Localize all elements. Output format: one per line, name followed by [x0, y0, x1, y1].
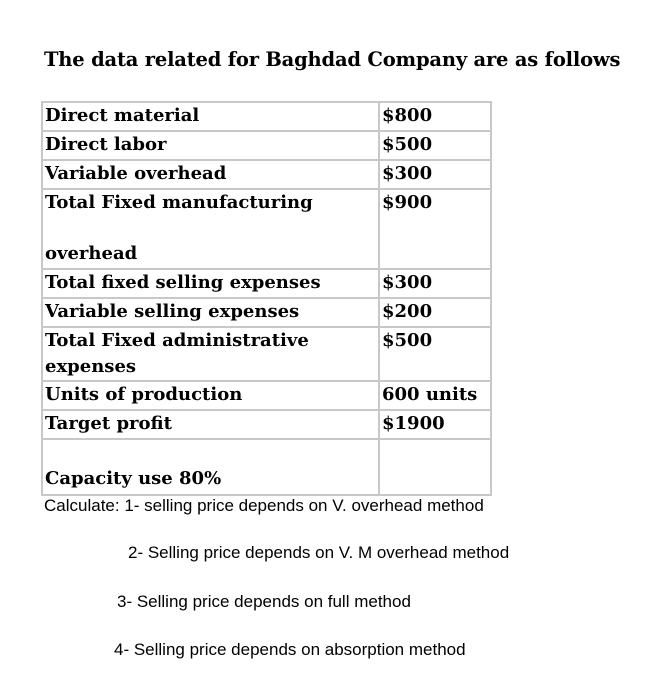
row-label-line1: Total Fixed manufacturing: [45, 192, 313, 213]
row-label: [43, 328, 380, 380]
row-label-text: Variable overhead: [45, 163, 227, 184]
table-row: [43, 440, 490, 494]
row-label-line1: Total Fixed administrative: [45, 330, 309, 351]
table-row: [43, 161, 490, 190]
row-label: [43, 382, 380, 409]
row-value: [380, 132, 490, 159]
row-label: [43, 103, 380, 130]
row-value-text: $200: [382, 301, 433, 322]
row-value-text: $800: [382, 105, 433, 126]
table-row: [43, 132, 490, 161]
row-value: [380, 440, 490, 494]
row-value: [380, 382, 490, 409]
cost-data-table: [41, 101, 492, 496]
row-value: [380, 161, 490, 188]
row-value: [380, 190, 490, 268]
row-label: [43, 132, 380, 159]
row-label: [43, 270, 380, 297]
row-value: [380, 103, 490, 130]
table-row: [43, 328, 490, 382]
row-label-text: Capacity use 80%: [45, 468, 222, 489]
instruction-line-4: 4- Selling price depends on absorption method: [114, 640, 466, 659]
document-heading: The data related for Baghdad Company are as follows: [44, 48, 621, 71]
instruction-line-3: 3- Selling price depends on full method: [117, 592, 411, 611]
row-label-text: Variable selling expenses: [45, 301, 300, 322]
row-value-text: $1900: [382, 413, 445, 434]
row-value: [380, 328, 490, 380]
row-label: [43, 190, 380, 268]
row-value-text: $300: [382, 272, 433, 293]
instruction-line-2: 2- Selling price depends on V. M overhead method: [128, 543, 510, 562]
row-label: [43, 299, 380, 326]
row-value-text: $500: [382, 134, 433, 155]
table-row: [43, 103, 490, 132]
row-label: [43, 161, 380, 188]
row-label: [43, 440, 380, 494]
row-label-text: Direct labor: [45, 134, 167, 155]
table-row: [43, 270, 490, 299]
row-value-text: $300: [382, 163, 433, 184]
table-row: [43, 382, 490, 411]
row-value: [380, 270, 490, 297]
row-label-text: Units of production: [45, 384, 243, 405]
row-value-text: $500: [382, 330, 433, 351]
row-label: [43, 411, 380, 438]
row-value: [380, 411, 490, 438]
instruction-line-1: Calculate: 1- selling price depends on V. overhead method: [44, 496, 484, 515]
table-row: [43, 411, 490, 440]
row-label-line2: expenses: [45, 356, 137, 377]
table-row: [43, 299, 490, 328]
row-value-text: $900: [382, 192, 433, 213]
row-label-text: Total fixed selling expenses: [45, 272, 321, 293]
row-label-text: Target profit: [45, 413, 172, 434]
row-label-line2: overhead: [45, 243, 138, 264]
table-row: [43, 190, 490, 270]
row-value-text: 600 units: [382, 384, 478, 405]
row-label-text: Direct material: [45, 105, 200, 126]
row-value: [380, 299, 490, 326]
